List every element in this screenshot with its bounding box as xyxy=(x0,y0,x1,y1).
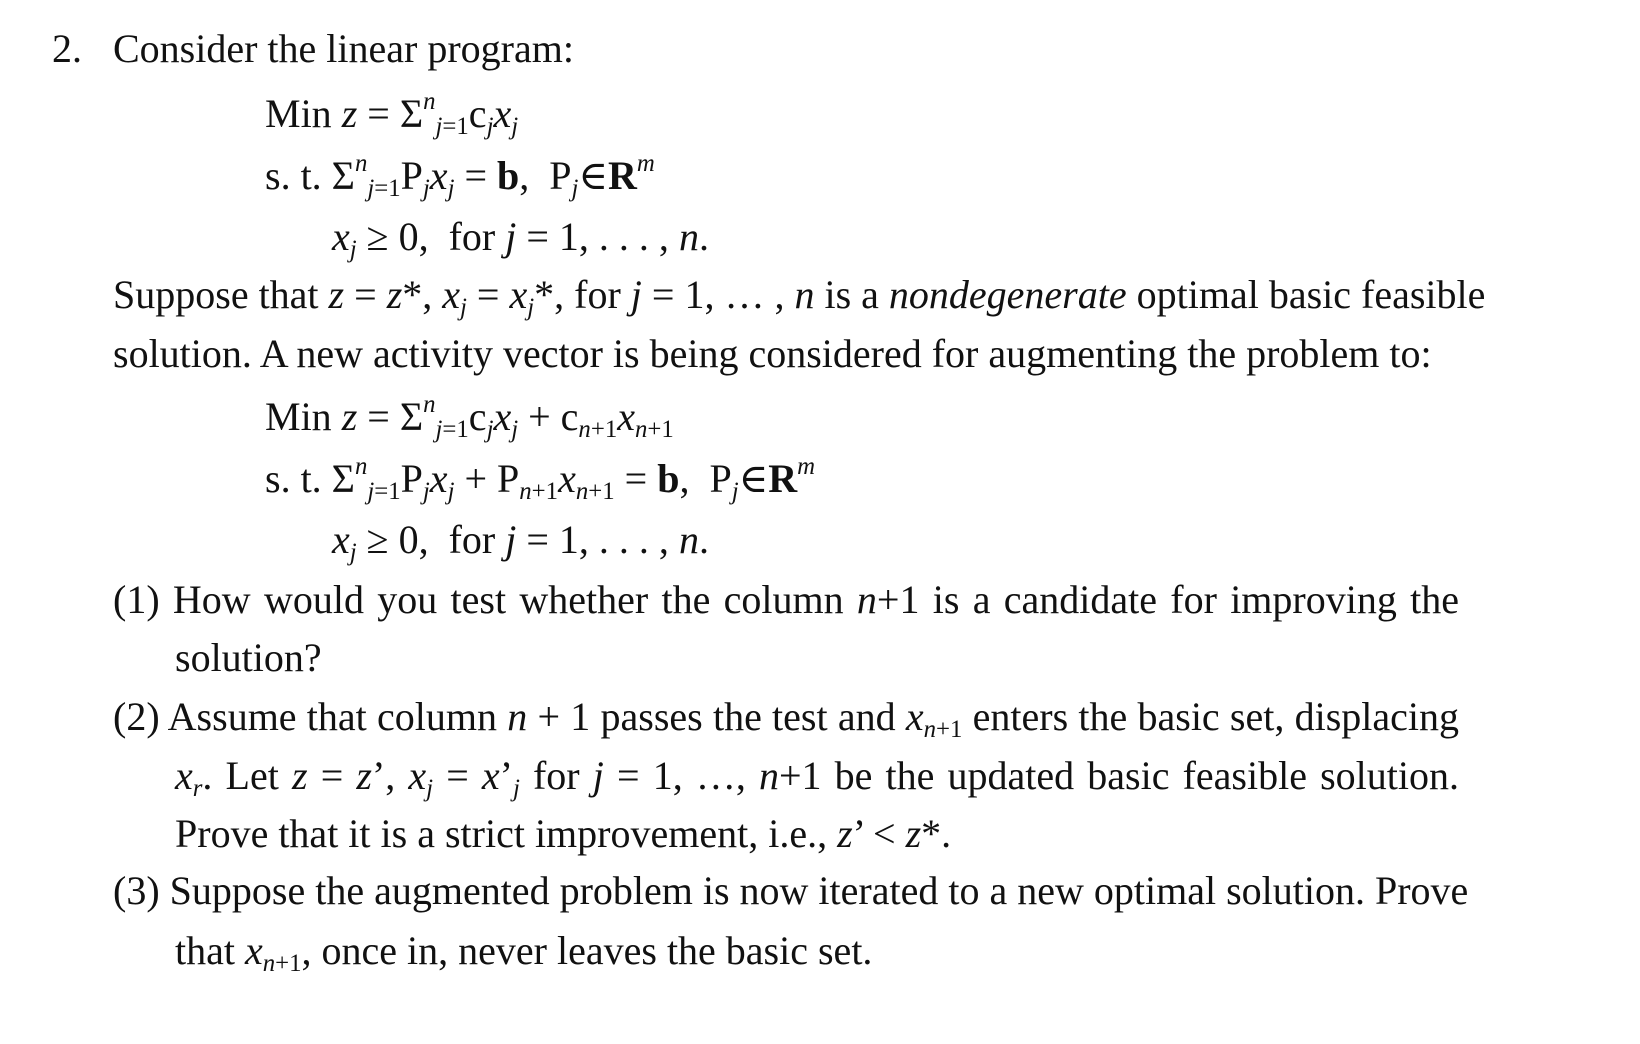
lp2-nonneg: xj ≥ 0, for j = 1, . . . , n. xyxy=(332,517,709,566)
q1-line-1: (1) How would you test whether the column n+1 is a candidate for improving the xyxy=(113,577,1460,622)
q2-line-3: Prove that it is a strict improvement, i.e., z’ < z*. xyxy=(175,811,952,856)
q3-line-1: (3) Suppose the augmented problem is now iterated to a new optimal solution. Prove xyxy=(113,868,1469,913)
q2-line-1: (2) Assume that column n + 1 passes the test and xn+1 enters the basic set, displacing xyxy=(113,694,1460,743)
q2-line-2: xr. Let z = z’, xj = x’j for j = 1, …, n+1 be the updated basic feasible solution. xyxy=(175,753,1459,802)
lp2-objective: Min $z = \Sigma^nj=1cjxj + cn+1xn+1$ xyxy=(265,391,674,443)
lp1-constraint: s. t. $\Sigma^nj=1Pjxj = b$, $Pj\in R^m$ xyxy=(265,150,655,202)
lp2-constraint: s. t. $\Sigma^nj=1Pjxj + Pn+1xn+1 = b$, $Pj\in R^m$ xyxy=(265,453,815,505)
problem-intro: Consider the linear program: xyxy=(113,26,574,71)
problem-number: 2. xyxy=(52,26,82,71)
suppose-line-1: Suppose that z = z*, xj = xj*, for j = 1, … , n is a nondegenerate optimal basic feasible xyxy=(113,272,1486,321)
lp1-nonneg: xj ≥ 0, for j = 1, . . . , n. xyxy=(332,214,709,263)
suppose-line-2: solution. A new activity vector is being considered for augmenting the problem to: xyxy=(113,331,1432,376)
q1-line-2: solution? xyxy=(175,635,322,680)
q3-line-2: that xn+1, once in, never leaves the basic set. xyxy=(175,928,873,977)
lp1-objective: Min $z = \Sigma^nj=1cjxj$ xyxy=(265,88,519,140)
